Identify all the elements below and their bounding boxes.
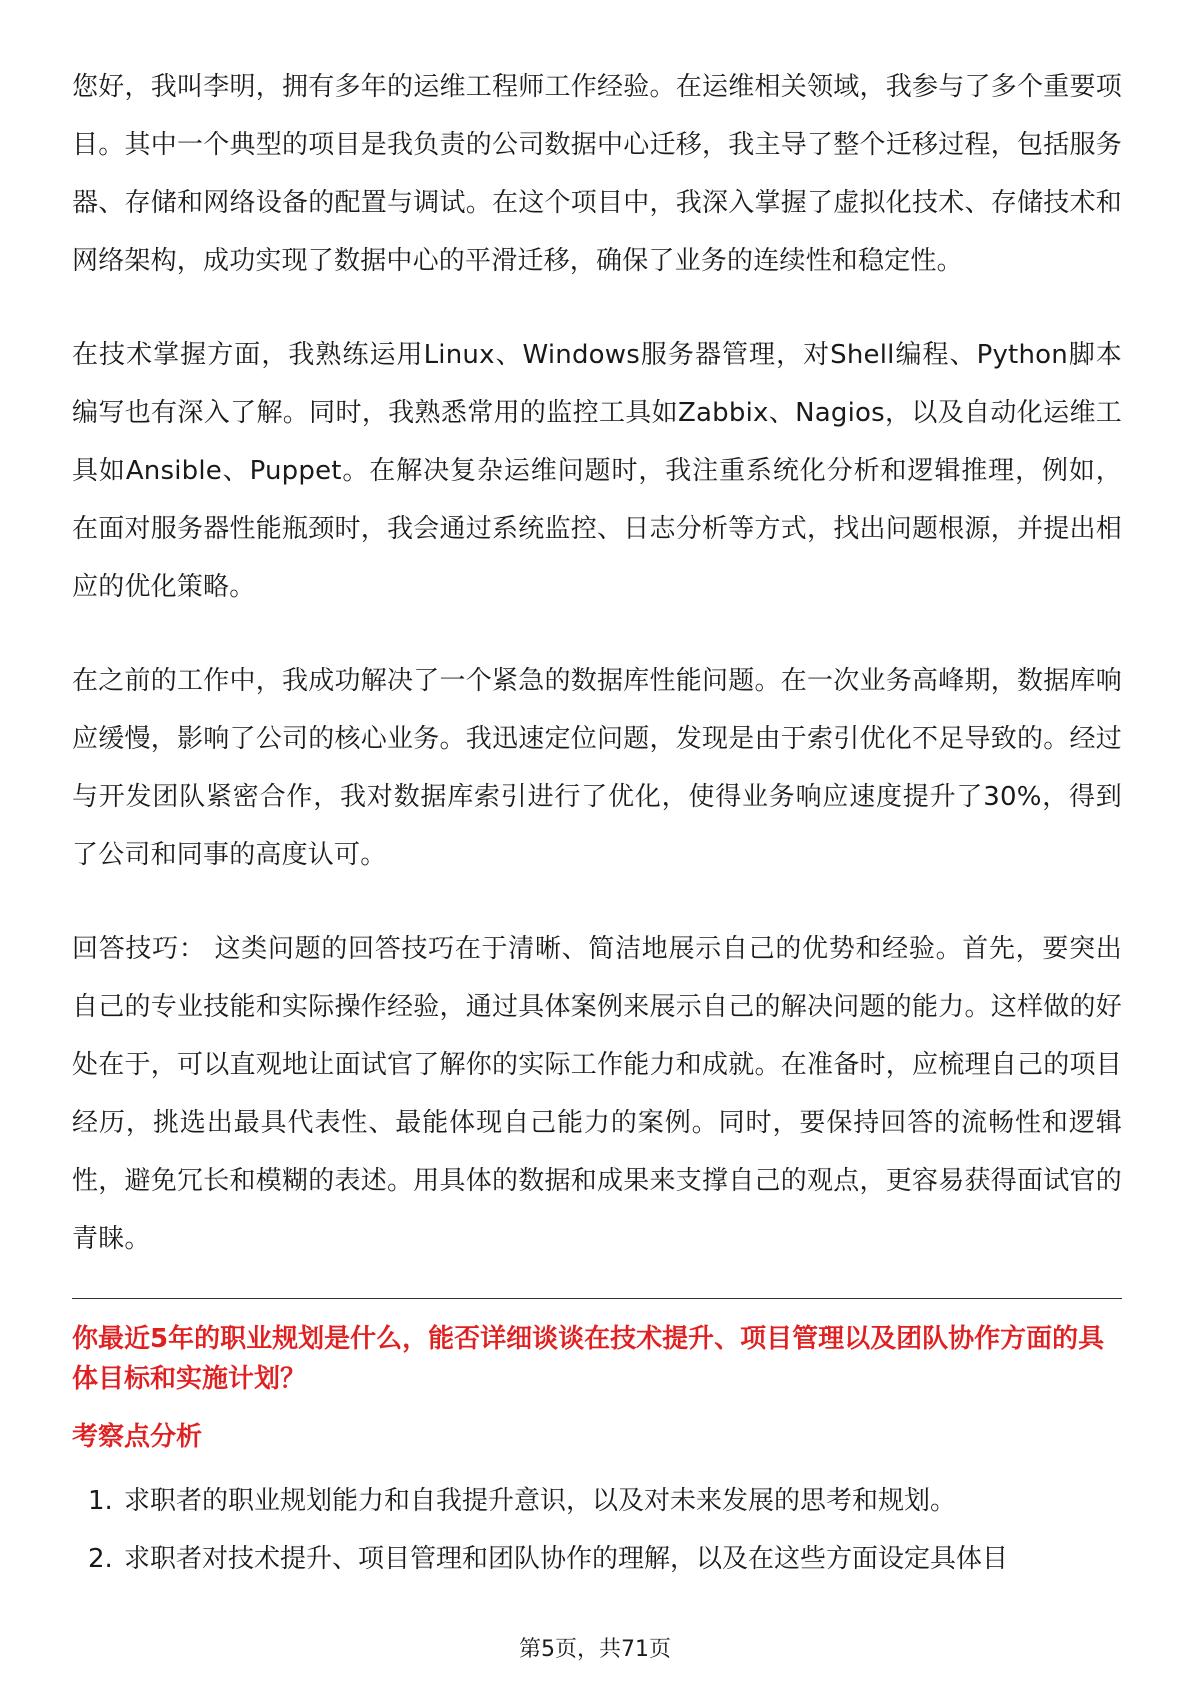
paragraph-intro: 您好，我叫李明，拥有多年的运维工程师工作经验。在运维相关领域，我参与了多个重要项目。其中一个典型的项目是我负责的公司数据中心迁移，我主导了整个迁移过程，包括服务器、存储和网络设备的配置与调试。在这个项目中，我深入掌握了虚拟化技术、存储技术和网络架构，成功实现了数据中心的平滑迁移，确保了业务的连续性和稳定性。 (72, 72, 1122, 276)
section-divider (72, 1298, 1122, 1299)
page-number-footer: 第5页，共71页 (519, 1637, 671, 1662)
list-item-number: 1. (88, 1486, 113, 1516)
list-item (72, 1483, 1122, 1519)
analysis-heading: 考察点分析 (72, 1422, 203, 1452)
list-item (72, 1541, 1122, 1577)
paragraph-technical-skills: 在技术掌握方面，我熟练运用Linux、Windows服务器管理，对Shell编程、Python脚本编写也有深入了解。同时，我熟悉常用的监控工具如Zabbix、Nagios，以及自动化运维工具如Ansible、Puppet。在解决复杂运维问题时，我注重系统化分析和逻辑推理，例如，在面对服务器性能瓶颈时，我会通过系统监控、日志分析等方式，找出问题根源，并提出相应的优化策略。 (72, 340, 1122, 602)
document-page (72, 58, 1122, 1599)
interview-question: 你最近5年的职业规划是什么，能否详细谈谈在技术提升、项目管理以及团队协作方面的具体目标和实施计划？ (72, 1324, 1105, 1394)
paragraph-database-case: 在之前的工作中，我成功解决了一个紧急的数据库性能问题。在一次业务高峰期，数据库响应缓慢，影响了公司的核心业务。我迅速定位问题，发现是由于索引优化不足导致的。经过与开发团队紧密合作，我对数据库索引进行了优化，使得业务响应速度提升了30%，得到了公司和同事的高度认可。 (72, 666, 1122, 870)
list-item-number: 2. (88, 1544, 113, 1574)
analysis-list (72, 1483, 1122, 1577)
list-item-text: 求职者的职业规划能力和自我提升意识，以及对未来发展的思考和规划。 (124, 1486, 957, 1516)
paragraph-answer-tips: 回答技巧： 这类问题的回答技巧在于清晰、简洁地展示自己的优势和经验。首先，要突出自己的专业技能和实际操作经验，通过具体案例来展示自己的解决问题的能力。这样做的好处在于，可以直观地让面试官了解你的实际工作能力和成就。在准备时，应梳理自己的项目经历，挑选出最具代表性、最能体现自己能力的案例。同时，要保持回答的流畅性和逻辑性，避免冗长和模糊的表述。用具体的数据和成果来支撑自己的观点，更容易获得面试官的青睐。 (72, 934, 1123, 1254)
list-item-text: 求职者对技术提升、项目管理和团队协作的理解，以及在这些方面设定具体目 (124, 1544, 1009, 1574)
